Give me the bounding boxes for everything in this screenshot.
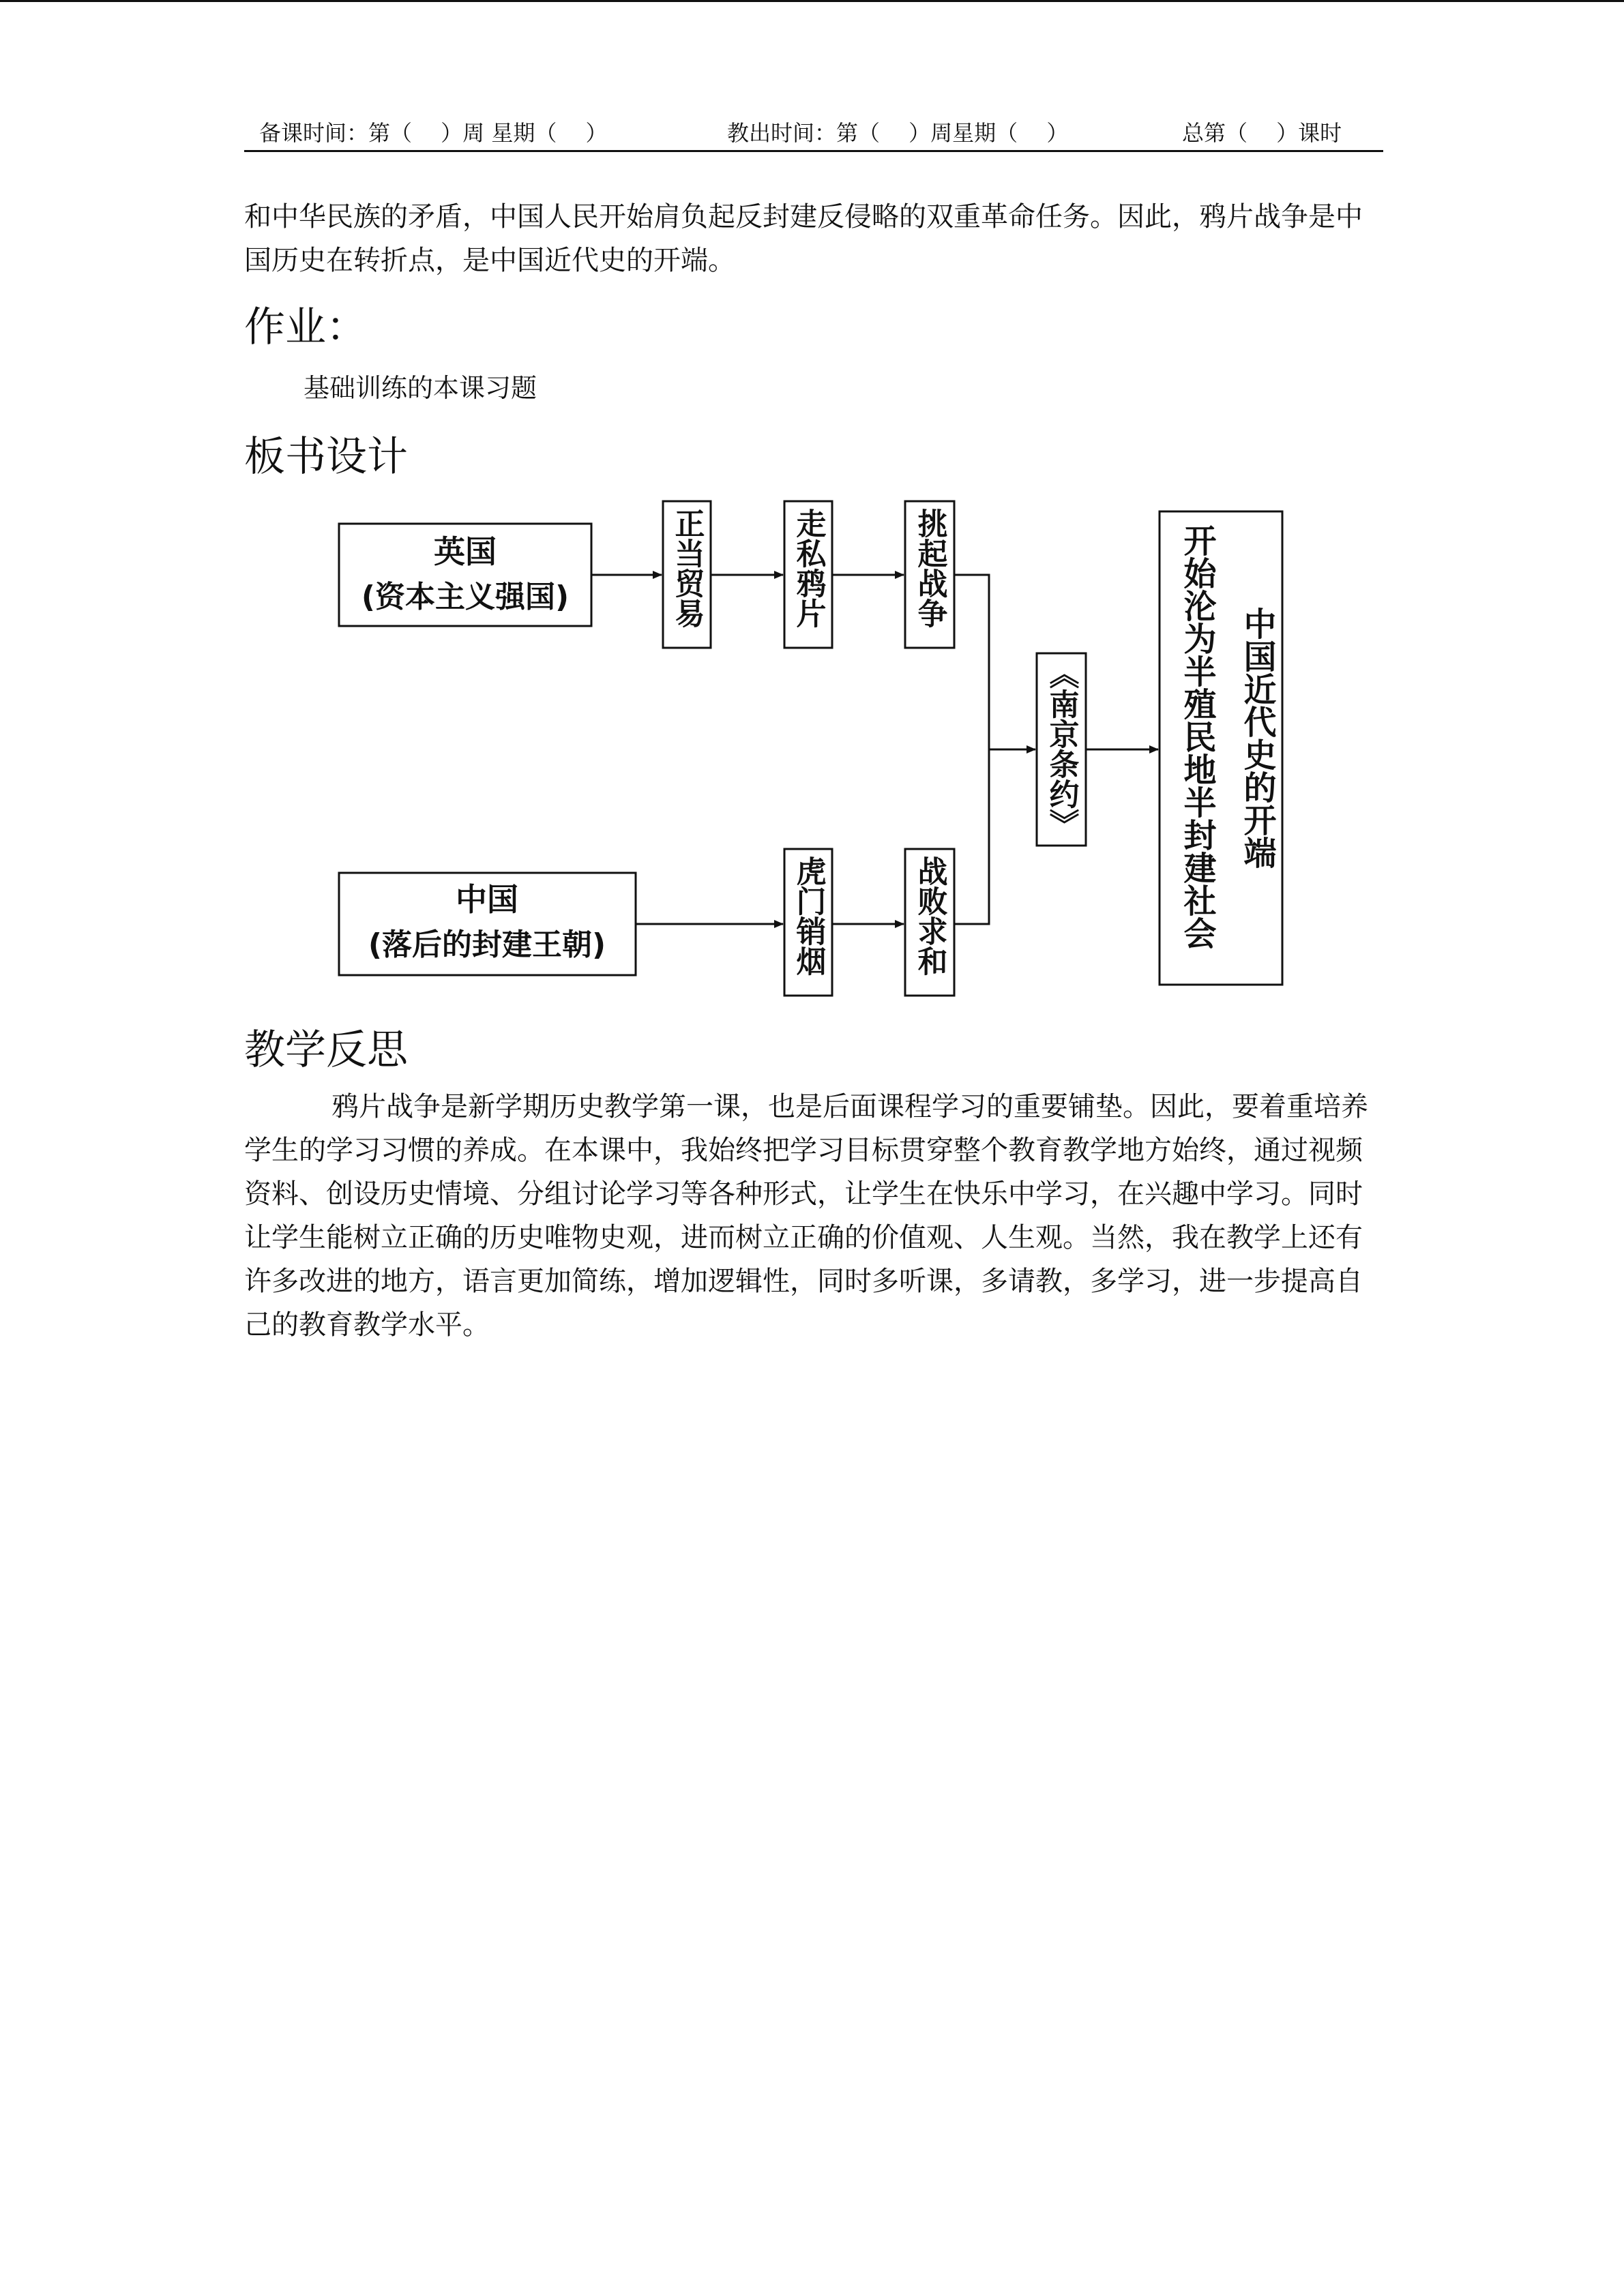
board-design-heading: 板书设计 bbox=[244, 433, 408, 481]
smuggle-label: 走私鸦片 bbox=[791, 508, 826, 628]
china-name: 中国 bbox=[456, 881, 518, 918]
reflection-heading: 教学反思 bbox=[244, 1026, 408, 1074]
intro-paragraph: 和中华民族的矛盾，中国人民开始肩负起反封建反侵略的双重革命任务。因此，鸦片战争是中国历史在转折点，是中国近代史的开端。 bbox=[244, 201, 1363, 276]
destroy-label: 虎门销烟 bbox=[791, 856, 826, 976]
treaty-label: 《南京条约》 bbox=[1044, 659, 1079, 839]
homework-text: 基础训练的本课习题 bbox=[304, 373, 537, 403]
teach-time-field: 教出时间：第（ ）周星期（ ） bbox=[727, 120, 1069, 146]
provoke-label: 挑起战争 bbox=[912, 508, 947, 628]
china-desc: (落后的封建王朝) bbox=[368, 927, 606, 962]
result-label-a: 开始沦为半殖民地半封建社会 bbox=[1178, 524, 1216, 949]
britain-desc: (资本主义强国) bbox=[361, 580, 570, 614]
britain-name: 英国 bbox=[434, 533, 497, 570]
trade-label: 正当贸易 bbox=[669, 508, 705, 628]
defeat-label: 战败求和 bbox=[912, 856, 947, 976]
result-label-b: 中国近代史的开端 bbox=[1238, 607, 1276, 869]
prep-time-field: 备课时间：第（ ）周 星期（ ） bbox=[259, 120, 608, 146]
homework-heading: 作业： bbox=[244, 303, 367, 351]
total-lessons-field: 总第（ ）课时 bbox=[1182, 120, 1342, 146]
reflection-paragraph: 鸦片战争是新学期历史教学第一课，也是后面课程学习的重要铺垫。因此，要着重培养学生的学习习惯的养成。在本课中，我始终把学习目标贯穿整个教育教学地方始终，通过视频资料、创设历史情境、分组讨论学习等各种形式，让学生在快乐中学习，在兴趣中学习。同时让学生能树立正确的历史唯物史观，进而树立正确的价值观、人生观。当然，我在教学上还有许多改进的地方，语言更加简练，增加逻辑性，同时多听课，多请教，多学习，进一步提高自己的教育教学水平。 bbox=[244, 1091, 1368, 1341]
